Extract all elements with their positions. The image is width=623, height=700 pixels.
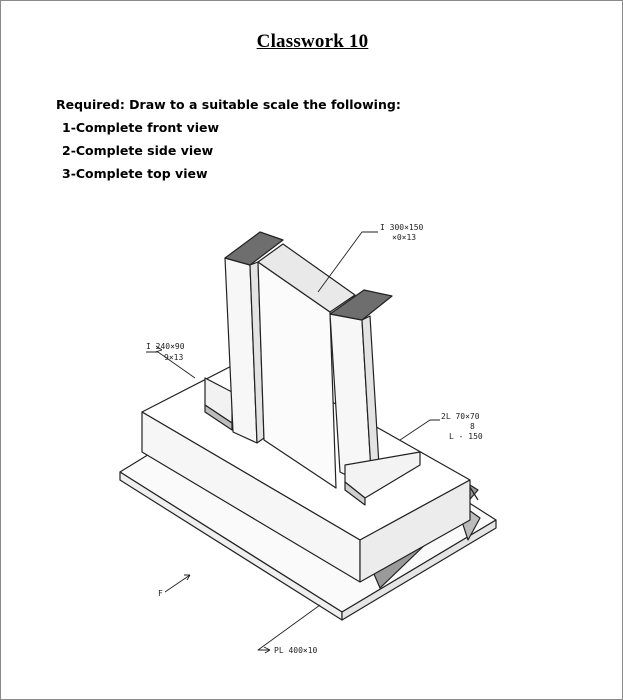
label-front-marker: F (158, 589, 163, 598)
label-angle-right-2: 8 (470, 422, 475, 431)
label-angle-left-2: 9×13 (164, 353, 184, 362)
requirement-item-3: 3-Complete top view (62, 166, 208, 181)
requirement-item-2: 2-Complete side view (62, 143, 214, 158)
label-angle-left: I 240×90 (146, 342, 185, 351)
label-column-size: I 300×150 (380, 223, 424, 232)
label-column-size-2: ×0×13 (392, 233, 417, 242)
requirements-heading: Required: Draw to a suitable scale the following: (56, 97, 401, 112)
requirement-item-1: 1-Complete front view (62, 120, 220, 135)
label-angle-right: 2L 70×70 (441, 412, 480, 421)
label-plate: PL 400×10 (274, 646, 318, 655)
page-title: Classwork 10 (256, 31, 369, 52)
label-angle-right-3: L - 150 (449, 432, 483, 441)
